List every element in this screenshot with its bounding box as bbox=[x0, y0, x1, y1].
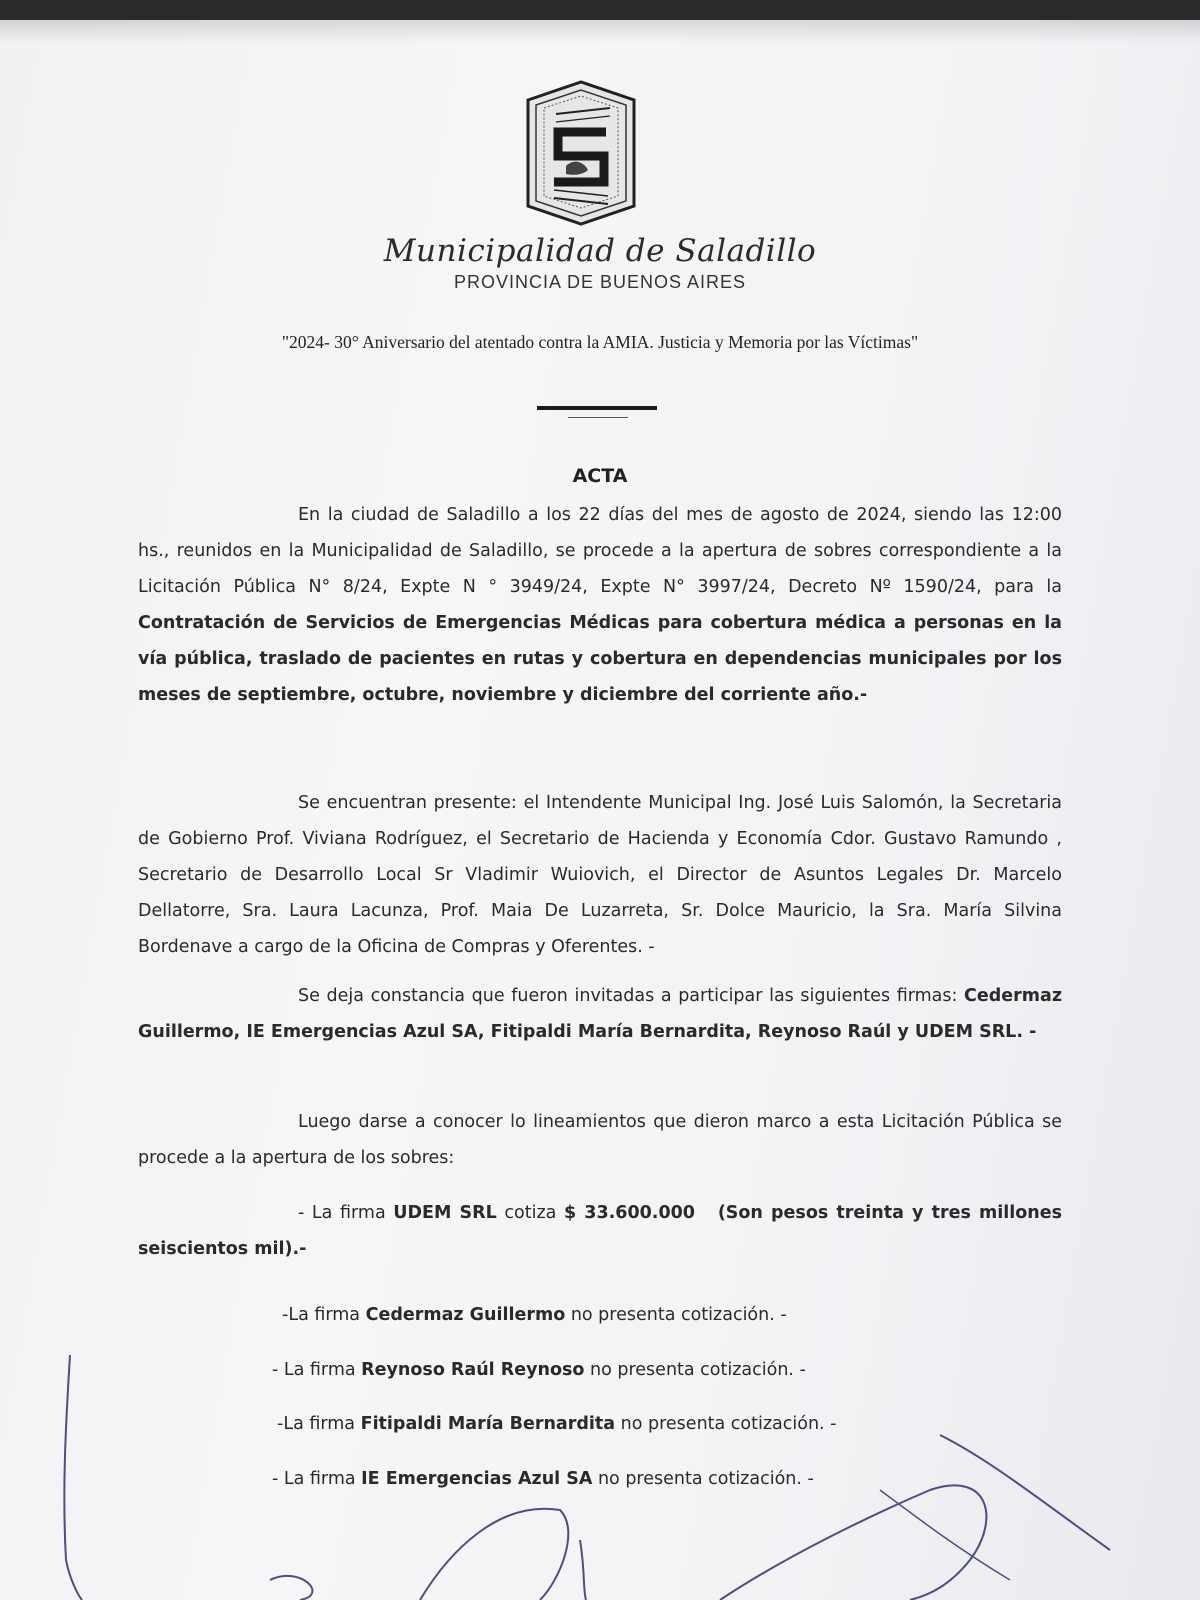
document-title: ACTA bbox=[572, 465, 628, 487]
offer-line: -La firma Cedermaz Guillermo no presenta cotización. - bbox=[282, 1305, 787, 1325]
invited-firms-intro: Se deja constancia que fueron invitadas a participar las siguientes firmas: bbox=[298, 986, 965, 1006]
offer-amount-words: (Son pesos treinta y tres millones seiscientos mil).- bbox=[138, 1203, 1062, 1259]
paragraph-opening-text: En la ciudad de Saladillo a los 22 días del mes de agosto de 2024, siendo las 12:00 hs., reunidos en la Municipalidad de Saladillo, se procede a la apertura de sobres correspondiente a la Licitación Pública N° 8/24, Expte N ° 3949/24, Expte N° 3997/24, Decreto Nº 1590/24, para la bbox=[138, 505, 1062, 597]
paragraph-invited-firms bbox=[138, 978, 1062, 1050]
offer-line: -La firma Fitipaldi María Bernardita no presenta cotización. - bbox=[277, 1414, 837, 1434]
paragraph-opening-envelopes: Luego darse a conocer lo lineamientos que dieron marco a esta Licitación Pública se procede a la apertura de los sobres: bbox=[138, 1112, 1062, 1168]
offer-firm: Fitipaldi María Bernardita bbox=[360, 1414, 616, 1434]
offer-firm: IE Emergencias Azul SA bbox=[361, 1469, 593, 1489]
province-name: PROVINCIA DE BUENOS AIRES bbox=[453, 272, 747, 292]
paragraph-opening bbox=[138, 497, 1062, 713]
municipal-seal-logo bbox=[518, 78, 644, 228]
header-divider-thin bbox=[568, 417, 628, 418]
offer-line: - La firma Reynoso Raúl Reynoso no presenta cotización. - bbox=[272, 1360, 806, 1380]
page-shadow bbox=[0, 20, 1200, 44]
offer-firm: UDEM SRL bbox=[393, 1203, 497, 1223]
header-divider bbox=[537, 406, 657, 410]
municipality-name: Municipalidad de Saladillo bbox=[383, 233, 817, 269]
offer-prefix: - La firma bbox=[298, 1203, 394, 1223]
offer-verb: cotiza bbox=[496, 1203, 564, 1223]
offer-amount: $ 33.600.000 bbox=[563, 1203, 695, 1223]
offer-firm: Reynoso Raúl Reynoso bbox=[361, 1360, 585, 1380]
offer-udem bbox=[138, 1195, 1062, 1267]
offer-line: - La firma IE Emergencias Azul SA no presenta cotización. - bbox=[272, 1469, 814, 1489]
paragraph-attendees: Se encuentran presente: el Intendente Municipal Ing. José Luis Salomón, la Secretaria de Gobierno Prof. Viviana Rodríguez, el Secretario de Hacienda y Economía Cdor. Gustavo Ramundo , Secretario de Desarrollo Local Sr Vladimir Wuiovich, el Director de Asuntos Legales Dr. Marcelo Dellatorre, Sra. Laura Lacunza, Prof. Maia De Luzarreta, Sr. Dolce Mauricio, la Sra. María Silvina Bordenave a cargo de la Oficina de Compras y Oferentes. - bbox=[138, 793, 1062, 957]
contract-object: Contratación de Servicios de Emergencias Médicas para cobertura médica a personas en la vía pública, traslado de pacientes en rutas y cobertura en dependencias municipales por los meses de septiembre, octubre, noviembre y diciembre del corriente año.- bbox=[138, 613, 1062, 705]
document-page bbox=[0, 20, 1200, 1600]
offer-firm: Cedermaz Guillermo bbox=[365, 1305, 566, 1325]
annual-motto: "2024- 30° Aniversario del atentado contra la AMIA. Justicia y Memoria por las Víctimas" bbox=[281, 332, 919, 352]
invited-firms-list: Cedermaz Guillermo, IE Emergencias Azul SA, Fitipaldi María Bernardita, Reynoso Raúl y UDEM SRL. - bbox=[138, 986, 1062, 1042]
